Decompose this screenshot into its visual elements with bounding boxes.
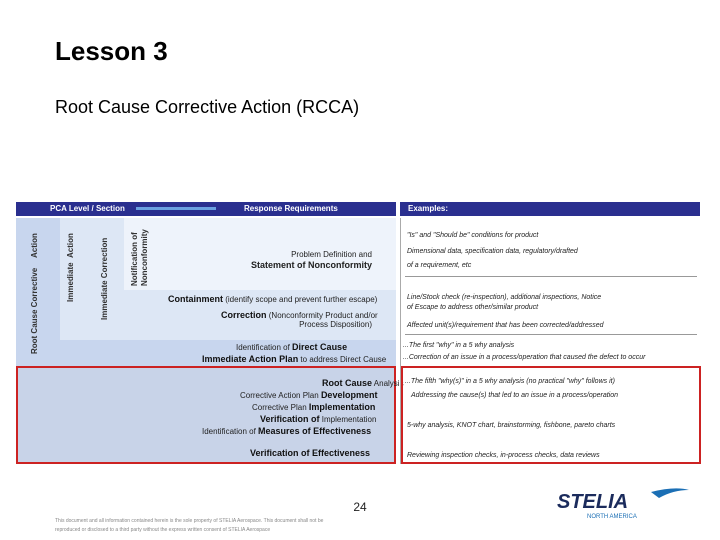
example-12: Reviewing inspection checks, in-process checks, data reviews (407, 452, 600, 459)
row-measures: Identification of Measures of Effectiveness (202, 426, 372, 436)
example-1: "Is" and "Should be" conditions for product (407, 232, 539, 239)
row-containment: Containment (identify scope and prevent further escape) (168, 294, 378, 304)
vertical-rcca-action: Action (30, 233, 39, 258)
svg-text:NORTH AMERICA: NORTH AMERICA (587, 514, 637, 520)
slide-subtitle: Root Cause Corrective Action (RCCA) (55, 97, 360, 117)
row-problem-definition: Problem Definition and (291, 250, 372, 259)
row-corrective-plan: Corrective Action Plan Development (240, 390, 378, 400)
row-immediate-plan: Immediate Action Plan to address Direct Cause (202, 354, 387, 364)
example-3: of a requirement, etc (407, 262, 472, 269)
vertical-notification: Notification of (130, 232, 139, 286)
example-8: ...Correction of an issue in a process/operation that caused the defect to occur (403, 354, 646, 361)
example-11: 5-why analysis, KNOT chart, brainstorming, fishbone, pareto charts (407, 422, 616, 429)
example-5: of Escape to address other/similar product (407, 304, 539, 311)
row-direct-cause: Identification of Direct Cause (236, 342, 348, 352)
footer-line-1: This document and all information contained herein is the sole property of STELIA Aerospace. This document shall not be (55, 518, 324, 524)
example-4: Line/Stock check (re-inspection), additional inspections, Notice (407, 294, 602, 301)
vertical-immediate-correction: Immediate Correction (100, 237, 109, 320)
example-2: Dimensional data, specification data, regulatory/drafted (407, 248, 578, 255)
vertical-rcca: Root Cause Corrective (30, 267, 39, 354)
rcca-table (16, 202, 700, 464)
divider (405, 334, 697, 335)
header-left: PCA Level / Section Response Requirements (16, 202, 396, 216)
row-statement: Statement of Nonconformity (250, 260, 372, 270)
example-9: ...The fifth "why(s)" in a 5 why analysis (no practical "why" follows it) (405, 378, 615, 385)
row-correction-note2: Process Disposition) (299, 320, 372, 329)
row-correction: Correction (Nonconformity Product and/or (221, 310, 378, 320)
arrow-icon (136, 207, 216, 210)
example-7: ...The first "why" in a 5 why analysis (403, 342, 515, 349)
divider (405, 276, 697, 277)
row-verification-effectiveness: Verification of Effectiveness (250, 448, 371, 458)
row-root-cause: Root Cause Analysis (322, 378, 404, 388)
vertical-immediate-action: Action (66, 233, 75, 258)
stelia-logo (555, 486, 695, 522)
slide-title: Lesson 3 (55, 36, 168, 66)
page-number: 24 (353, 500, 367, 514)
logo-mark-icon (555, 486, 695, 522)
row-verification: Verification of Implementation (260, 414, 377, 424)
vertical-nonconformity: Nonconformity (140, 229, 149, 286)
footer-line-2: reproduced or disclosed to a third party without the express written consent of STELIA Aerospace (55, 527, 271, 533)
header-right: Examples: (400, 202, 700, 216)
example-6: Affected unit(s)/requirement that has been corrected/addressed (407, 322, 604, 329)
svg-text:STELIA: STELIA (557, 491, 629, 513)
examples-column (400, 218, 701, 464)
examples-root-cause-box (401, 366, 701, 464)
vertical-immediate: Immediate (66, 262, 75, 302)
row-implementation: Corrective Plan Implementation (252, 402, 376, 412)
example-10: Addressing the cause(s) that led to an issue in a process/operation (411, 392, 619, 399)
